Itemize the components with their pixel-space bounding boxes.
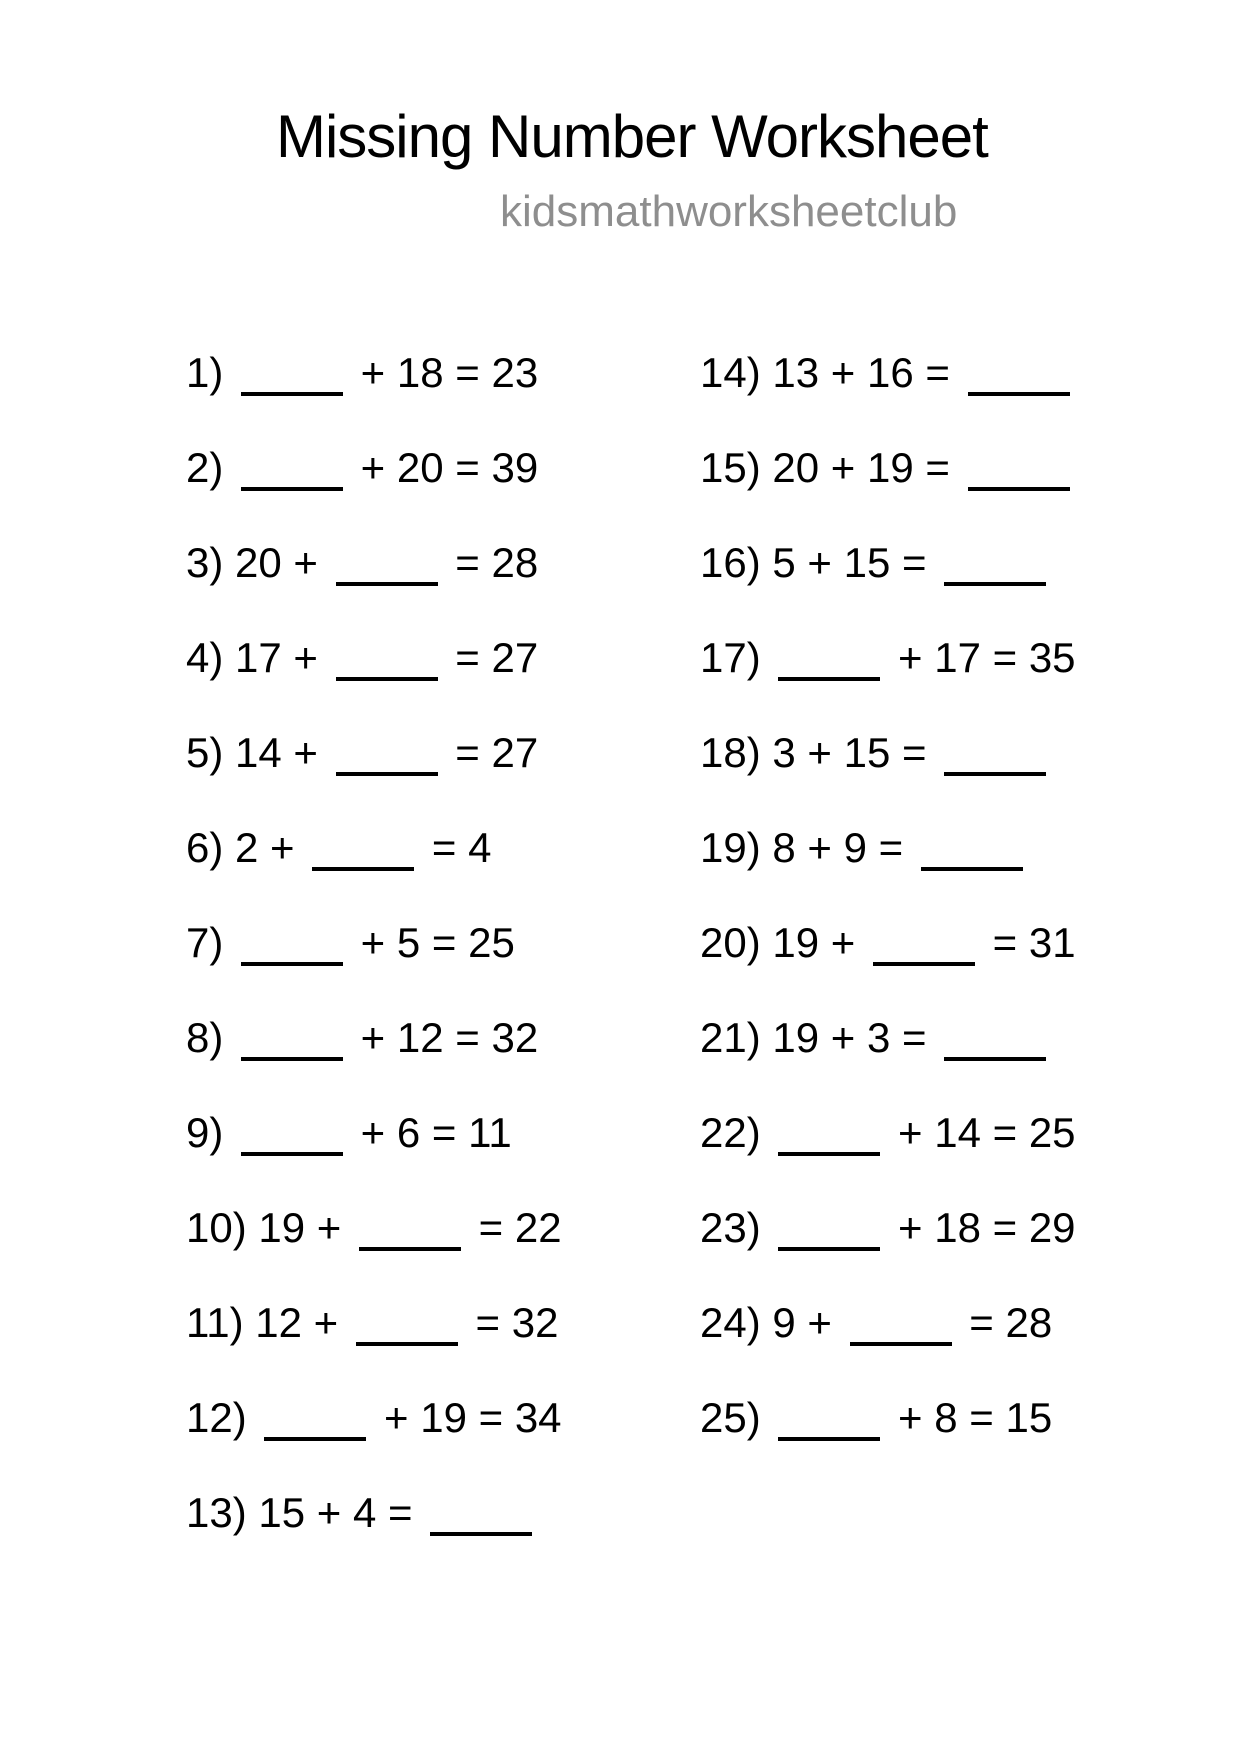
problem-text: = 28 [443,539,539,586]
problem-text: 17) [700,634,773,681]
problem-text: 21) 19 + 3 = [700,1014,939,1061]
problem-text: 6) 2 + [186,824,307,871]
problem-row [700,990,1076,1085]
problem-text: = 32 [463,1299,559,1346]
problem-row [186,1370,562,1465]
problem-row [186,990,562,1085]
answer-blank [241,1122,343,1156]
answer-blank [359,1217,461,1251]
problem-text: 5) 14 + [186,729,330,776]
answer-blank [968,457,1070,491]
answer-blank [336,552,438,586]
problem-text: = 4 [420,824,492,871]
problem-text: = 31 [980,919,1076,966]
problem-text: + 18 = 23 [349,349,539,396]
problems-column-left [186,325,562,1560]
problem-row [186,800,562,895]
answer-blank [944,552,1046,586]
answer-blank [356,1312,458,1346]
answer-blank [778,647,880,681]
problem-text: + 20 = 39 [349,444,539,491]
answer-blank [778,1122,880,1156]
problem-text: 22) [700,1109,773,1156]
problem-row [700,1180,1076,1275]
problem-row [186,1275,562,1370]
problem-text: 18) 3 + 15 = [700,729,939,776]
answer-blank [944,742,1046,776]
problem-text: 13) 15 + 4 = [186,1489,425,1536]
answer-blank [336,647,438,681]
problem-row [186,1465,562,1560]
answer-blank [241,1027,343,1061]
problem-text: + 19 = 34 [372,1394,562,1441]
problem-row [186,1180,562,1275]
problem-text: 15) 20 + 19 = [700,444,962,491]
problem-row [700,1275,1076,1370]
problem-row [186,420,562,515]
problem-row [700,1370,1076,1465]
problem-text: + 5 = 25 [349,919,515,966]
answer-blank [921,837,1023,871]
problem-row [186,515,562,610]
problem-row [186,705,562,800]
problem-text: 8) [186,1014,236,1061]
problem-text: 7) [186,919,236,966]
answer-blank [336,742,438,776]
problem-row [700,1085,1076,1180]
problem-row [186,610,562,705]
problem-text: 25) [700,1394,773,1441]
problem-text: = 22 [466,1204,562,1251]
problem-text: + 14 = 25 [886,1109,1076,1156]
answer-blank [778,1407,880,1441]
problem-row [186,895,562,990]
problem-row [700,420,1076,515]
answer-blank [873,932,975,966]
answer-blank [944,1027,1046,1061]
problem-text: 11) 12 + [186,1299,350,1346]
answer-blank [778,1217,880,1251]
problem-text: 3) 20 + [186,539,330,586]
problem-text: + 18 = 29 [886,1204,1076,1251]
problem-row [700,515,1076,610]
site-watermark: kidsmathworksheetclub [500,187,958,236]
problem-text: = 27 [443,634,539,681]
problem-text: + 8 = 15 [886,1394,1053,1441]
page-title: Missing Number Worksheet [276,103,988,170]
problem-text: 4) 17 + [186,634,330,681]
problem-row [700,705,1076,800]
problem-row [186,1085,562,1180]
problem-text: 19) 8 + 9 = [700,824,915,871]
problem-text: + 6 = 11 [349,1109,512,1156]
problem-text: = 27 [443,729,539,776]
problem-row [700,610,1076,705]
problem-row [186,325,562,420]
problem-row [700,800,1076,895]
answer-blank [241,932,343,966]
problem-text: 12) [186,1394,259,1441]
problem-text: 20) 19 + [700,919,867,966]
answer-blank [850,1312,952,1346]
problem-text: 2) [186,444,236,491]
problem-text: 9) [186,1109,236,1156]
problem-text: = 28 [957,1299,1053,1346]
answer-blank [264,1407,366,1441]
problem-text: + 12 = 32 [349,1014,539,1061]
problem-row [700,325,1076,420]
answer-blank [968,362,1070,396]
problem-text: 1) [186,349,236,396]
answer-blank [241,362,343,396]
problem-text: 23) [700,1204,773,1251]
problem-text: 16) 5 + 15 = [700,539,939,586]
problem-text: 10) 19 + [186,1204,353,1251]
problem-text: + 17 = 35 [886,634,1076,681]
problem-text: 14) 13 + 16 = [700,349,962,396]
answer-blank [430,1502,532,1536]
problem-text: 24) 9 + [700,1299,844,1346]
problems-column-right [700,325,1076,1465]
answer-blank [241,457,343,491]
answer-blank [312,837,414,871]
problem-row [700,895,1076,990]
